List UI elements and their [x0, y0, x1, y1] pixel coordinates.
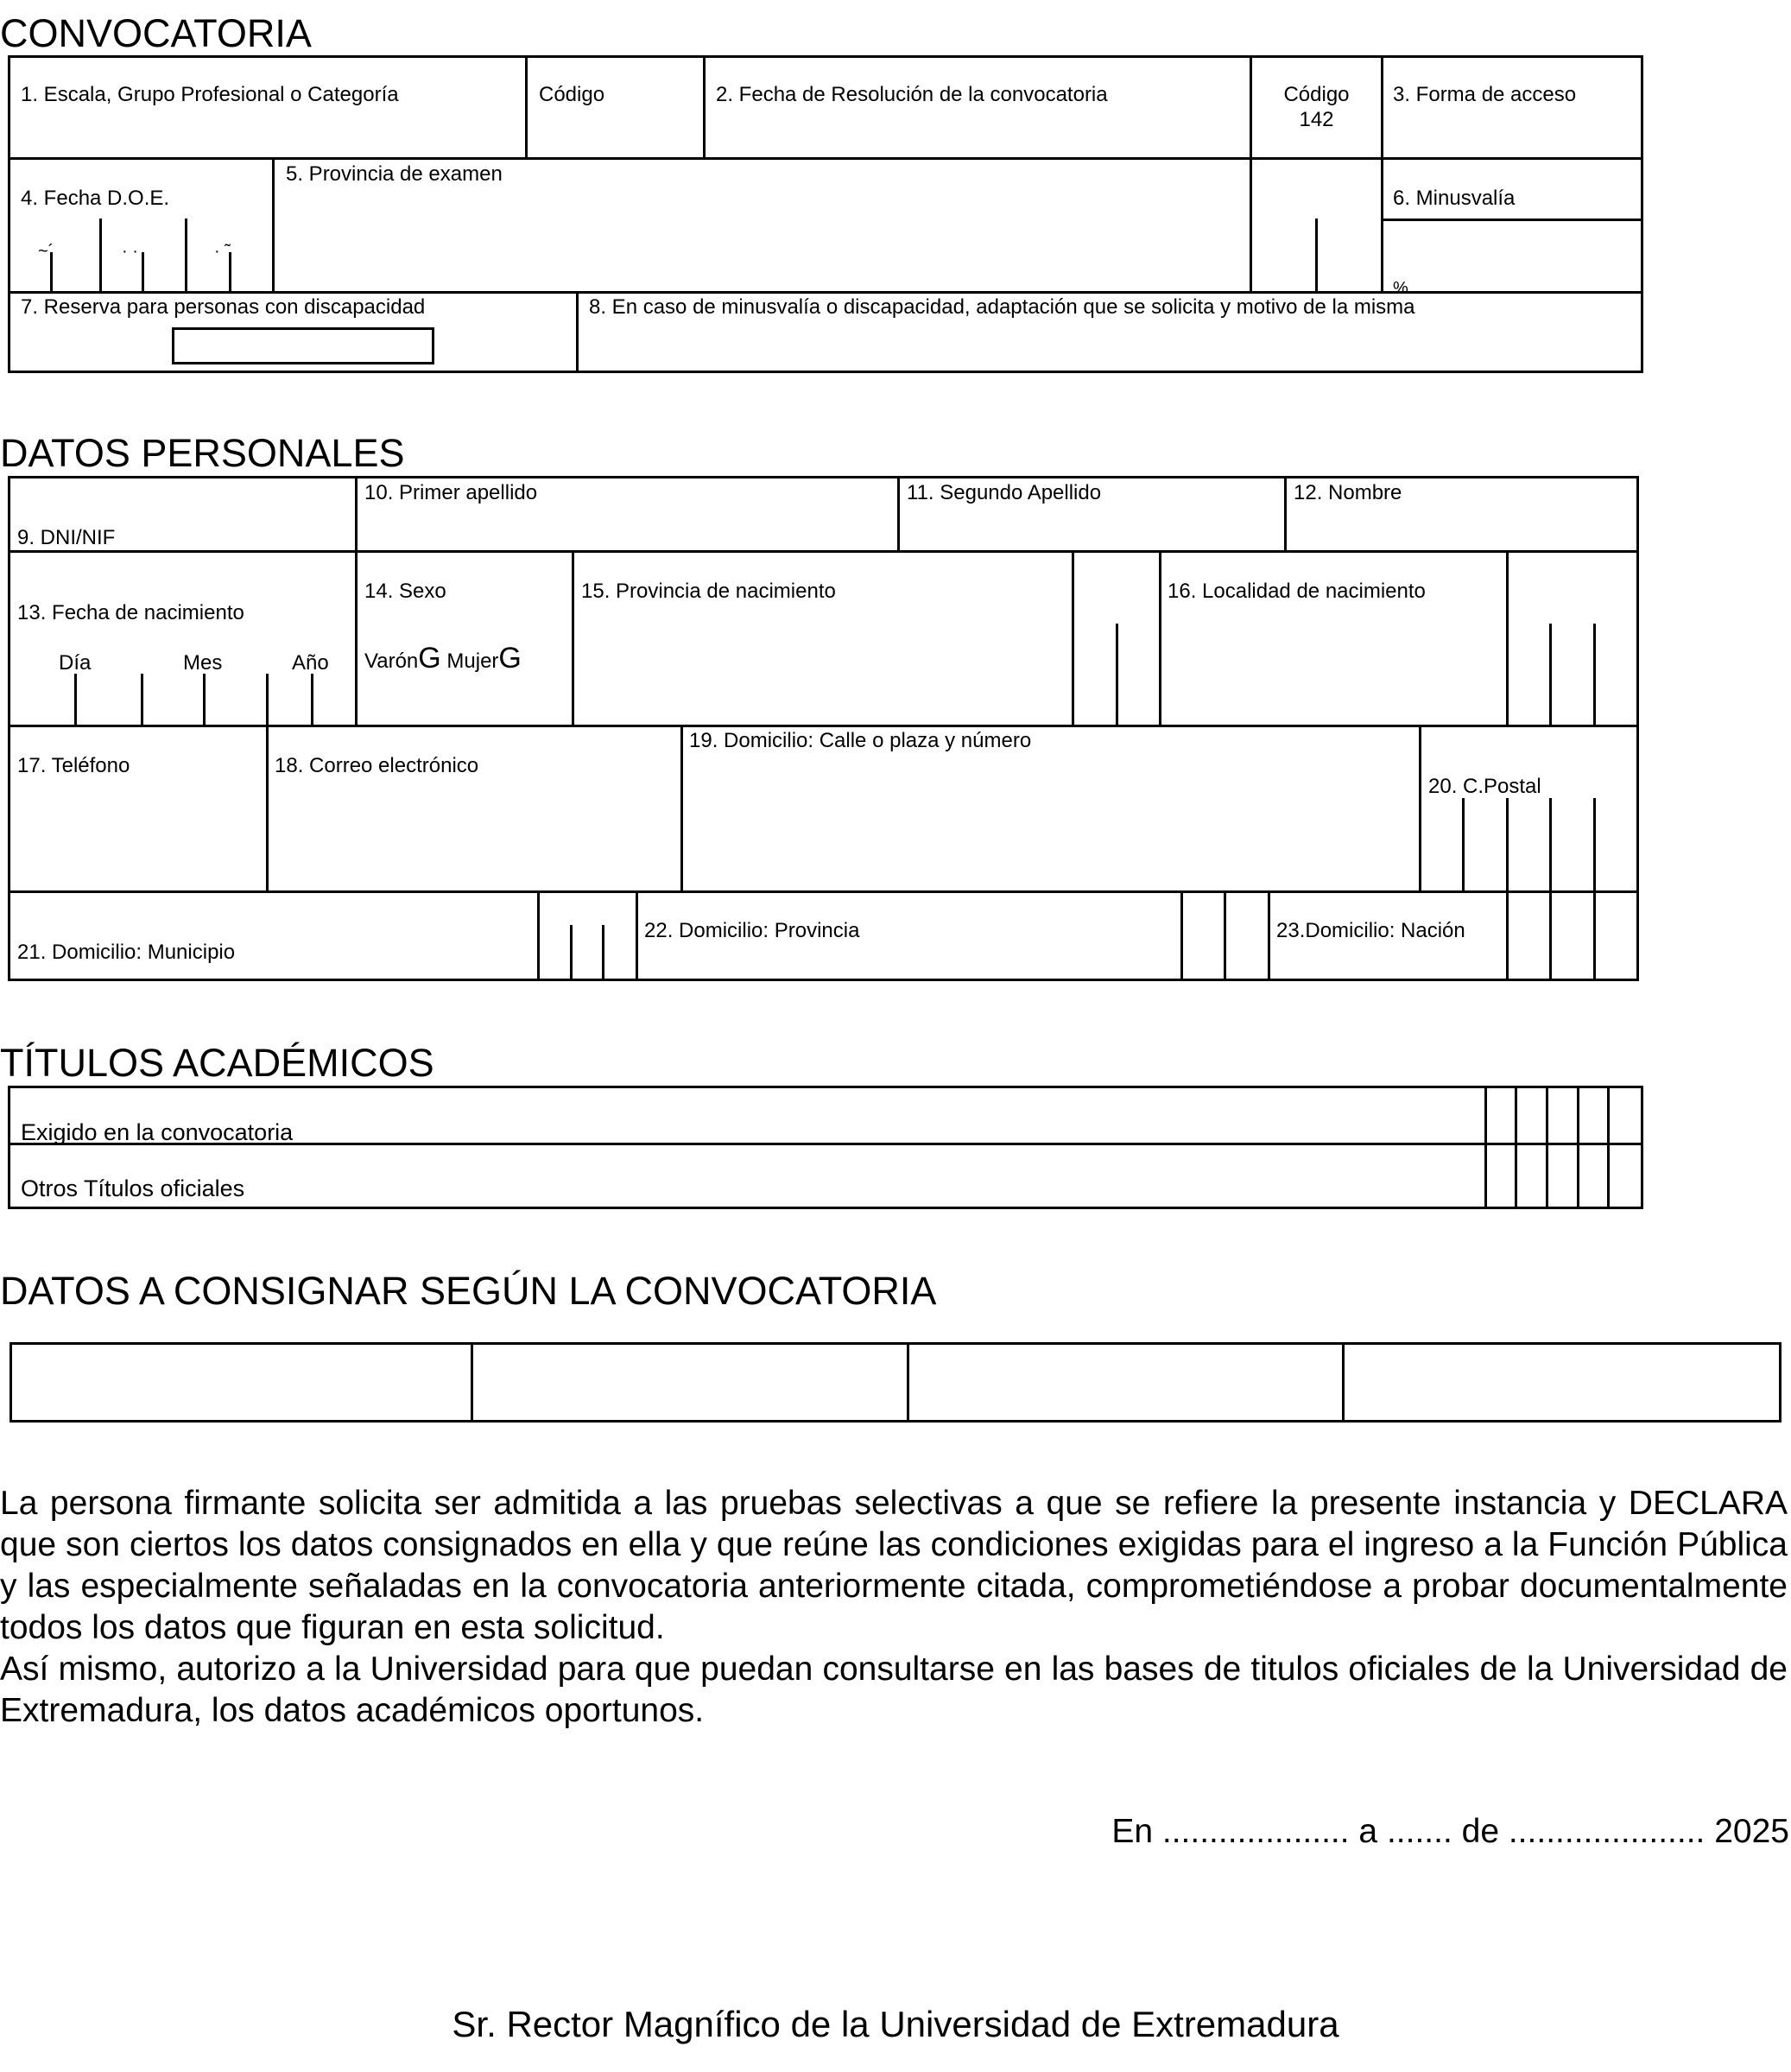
codigo-value: 142 — [1299, 108, 1334, 131]
section-title-datos-personales: DATOS PERSONALES — [0, 431, 405, 475]
col-divider — [897, 476, 900, 550]
col-divider — [1315, 219, 1318, 291]
col-divider — [1268, 890, 1270, 981]
checkbox-varon[interactable]: G — [418, 642, 441, 675]
field-label-municipio: 21. Domicilio: Municipio — [17, 941, 236, 964]
sexo-option-varon — [364, 643, 522, 675]
code-tick — [1593, 624, 1596, 725]
section-title-convocatoria: CONVOCATORIA — [0, 11, 312, 55]
titulos-frame — [8, 1086, 1643, 1209]
col-divider — [576, 291, 579, 373]
row-divider — [8, 725, 1639, 727]
datos-consignar-frame — [9, 1342, 1782, 1423]
row-divider — [1381, 219, 1643, 221]
field-label-codigo-2: Código — [1283, 83, 1350, 106]
col-divider — [1072, 550, 1074, 725]
field-label-escala: 1. Escala, Grupo Profesional o Categoría — [21, 83, 399, 106]
row-divider — [8, 157, 1643, 160]
col-divider — [525, 55, 528, 157]
doe-year-mark: · ˜ — [214, 242, 231, 261]
col-divider — [572, 550, 574, 725]
field-label-provincia-examen: 5. Provincia de examen — [286, 162, 503, 186]
field-label-localidad-nacimiento: 16. Localidad de nacimiento — [1168, 580, 1426, 603]
label-varon: Varón — [364, 649, 419, 673]
code-tick — [1549, 624, 1552, 725]
col-divider — [1577, 1086, 1579, 1209]
col-divider — [272, 157, 275, 291]
col-divider — [1419, 725, 1421, 890]
label-dia: Día — [59, 651, 92, 675]
doe-month-mark: · · — [122, 242, 138, 261]
col-divider — [537, 890, 540, 981]
col-divider — [1515, 1086, 1517, 1209]
reserva-discapacidad-input[interactable] — [172, 327, 434, 364]
row-divider — [8, 890, 1639, 893]
col-divider — [266, 725, 269, 890]
field-label-adaptacion: 8. En caso de minusvalía o discapacidad, adaptación que se solicita y motivo de la misma — [589, 295, 1415, 319]
code-tick — [1462, 798, 1465, 890]
minusvalia-percent-unit: % — [1393, 279, 1408, 298]
col-divider — [907, 1342, 909, 1423]
section-title-titulos: TÍTULOS ACADÉMICOS — [0, 1041, 434, 1085]
label-mes: Mes — [183, 651, 223, 675]
code-tick — [570, 925, 573, 981]
col-divider — [636, 890, 638, 981]
col-divider — [355, 550, 358, 727]
field-label-provincia-nacimiento: 15. Provincia de nacimiento — [581, 580, 836, 603]
date-tick — [266, 674, 269, 725]
titulo-otros-label: Otros Títulos oficiales — [21, 1175, 245, 1201]
col-divider — [1342, 1342, 1345, 1423]
date-tick — [142, 252, 144, 291]
field-label-dni: 9. DNI/NIF — [17, 526, 116, 549]
col-divider — [1284, 476, 1287, 550]
date-tick — [311, 674, 313, 725]
declaracion-parrafo-1: La persona firmante solicita ser admitida a las pruebas selectivas a que se refiere la presente instancia y DECLARA que son ciertos los datos consignados en ella y que reúne las condiciones exigidas para el ingreso a la Función Pública y las especialmente señaladas en la convocatoria anteriormente citada, comprometiéndose a probar documentalmente todos los datos que figuran en esta solicitud. — [0, 1485, 1788, 1646]
date-tick — [99, 219, 102, 291]
col-divider — [1224, 890, 1226, 981]
titulo-exigido-label: Exigido en la convocatoria — [21, 1119, 294, 1145]
col-divider — [1506, 550, 1509, 725]
field-label-correo: 18. Correo electrónico — [275, 754, 479, 777]
col-divider — [1546, 1086, 1548, 1209]
col-divider — [1180, 890, 1183, 981]
date-tick — [203, 674, 206, 725]
col-divider — [1506, 890, 1509, 981]
field-label-minusvalia: 6. Minusvalía — [1393, 187, 1516, 210]
col-divider — [1159, 550, 1161, 725]
code-tick — [602, 925, 604, 981]
code-tick — [1506, 798, 1509, 890]
date-tick — [185, 219, 187, 291]
col-divider — [471, 1342, 473, 1423]
col-divider — [1381, 55, 1383, 291]
col-divider — [1250, 55, 1252, 291]
field-label-nombre: 12. Nombre — [1294, 481, 1402, 504]
field-label-primer-apellido: 10. Primer apellido — [364, 481, 538, 504]
fecha-firma: En .................... a ....... de ..................... 2025 — [1111, 1813, 1789, 1850]
field-label-segundo-apellido: 11. Segundo Apellido — [907, 481, 1102, 504]
field-label-codigo: Código — [539, 83, 605, 106]
field-label-nacion: 23.Domicilio: Nación — [1276, 919, 1465, 942]
field-label-fecha-resolucion: 2. Fecha de Resolución de la convocatoria — [716, 83, 1108, 106]
code-tick — [1593, 798, 1596, 890]
code-tick — [1116, 624, 1118, 725]
code-tick — [1549, 798, 1552, 890]
field-label-codigo-postal: 20. C.Postal — [1428, 775, 1541, 798]
col-divider — [355, 476, 358, 550]
date-tick — [141, 674, 143, 725]
label-anio: Año — [292, 651, 329, 675]
declaracion-parrafo-2: Así mismo, autorizo a la Universidad para que puedan consultarse en las bases de titulos oficiales de la Universidad de Extremadura, los datos académicos oportunos. — [0, 1651, 1788, 1729]
label-mujer: Mujer — [446, 649, 499, 673]
field-label-forma-acceso: 3. Forma de acceso — [1393, 83, 1577, 106]
field-label-reserva: 7. Reserva para personas con discapacidad — [21, 295, 426, 319]
row-divider — [8, 550, 1639, 553]
col-divider — [1484, 1086, 1487, 1209]
date-tick — [311, 725, 358, 727]
col-divider — [1607, 1086, 1610, 1209]
col-divider — [1549, 890, 1552, 981]
destinatario: Sr. Rector Magnífico de la Universidad de Extremadura — [452, 2004, 1339, 2044]
doe-day-mark: ~´ — [38, 242, 54, 261]
field-label-domicilio-calle: 19. Domicilio: Calle o plaza y número — [689, 729, 1032, 752]
field-label-telefono: 17. Teléfono — [17, 754, 130, 777]
field-label-fecha-nacimiento: 13. Fecha de nacimiento — [17, 601, 244, 624]
field-label-sexo: 14. Sexo — [364, 580, 446, 603]
section-title-datos-consignar: DATOS A CONSIGNAR SEGÚN LA CONVOCATORIA — [0, 1269, 937, 1313]
date-tick — [74, 674, 77, 725]
col-divider — [1593, 890, 1596, 981]
col-divider — [680, 725, 683, 890]
checkbox-mujer[interactable]: G — [498, 642, 522, 675]
field-label-fecha-doe: 4. Fecha D.O.E. — [21, 187, 170, 210]
col-divider — [703, 55, 706, 157]
field-label-domicilio-provincia: 22. Domicilio: Provincia — [644, 919, 860, 942]
